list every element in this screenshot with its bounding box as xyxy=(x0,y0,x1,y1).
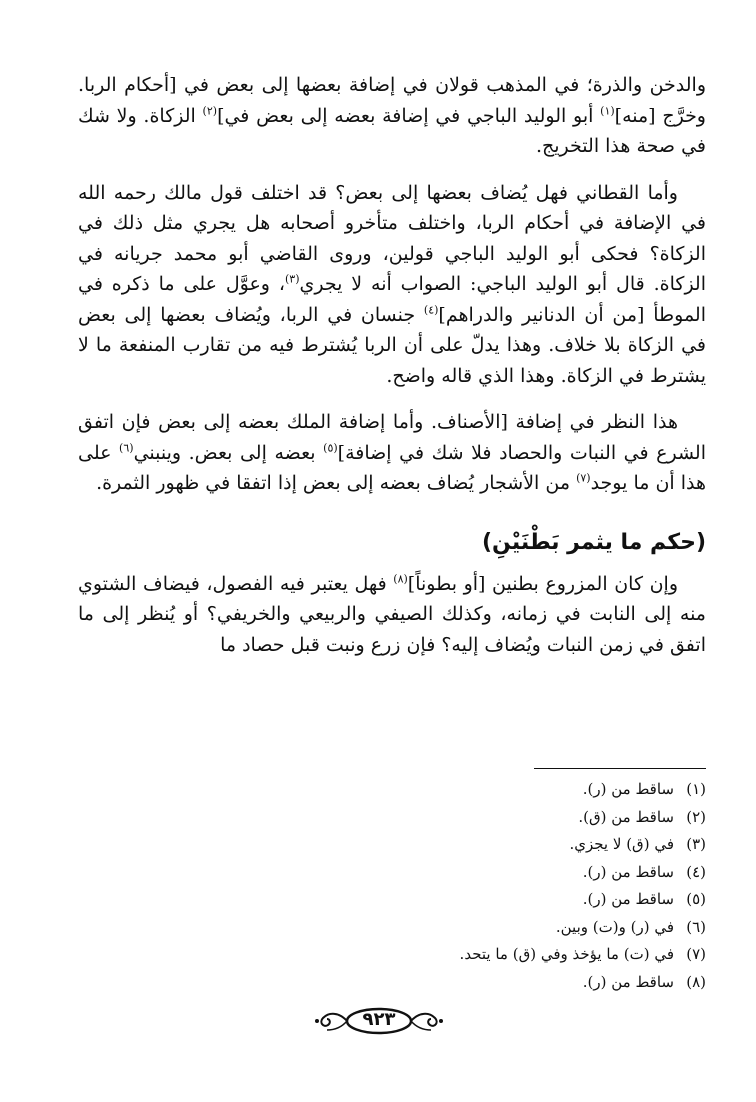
footnote-ref-7[interactable]: (٧) xyxy=(576,471,591,485)
footnote-item xyxy=(106,941,706,969)
footnote-item xyxy=(106,969,706,997)
paragraph-1-text-e: الزكاة. ولا شك في صحة هذا التخريج. xyxy=(78,104,706,157)
paragraph-3-text-b: بعضه إلى بعض. وينبني xyxy=(133,441,324,464)
footnote-item xyxy=(106,804,706,832)
footnote-ref-1[interactable]: (١) xyxy=(600,104,615,118)
footnote-item xyxy=(106,859,706,887)
footnote-number: (٨) xyxy=(686,972,706,991)
paragraph-2-text-c: جنسان في الربا، ويُضاف بعضها إلى بعض في الزكاة بلا خلاف. وهذا يدلّ على أن الربا يُشترط فيه من تقارب المنفعة ما لا يشترط في الزكاة. وهذا الذي قاله واضح. xyxy=(78,303,706,387)
paragraph-3 xyxy=(78,407,706,499)
footnote-text: في (ر) و(ت) وبين. xyxy=(555,917,674,936)
footnote-number: (٤) xyxy=(686,862,706,881)
page-number-ornament xyxy=(313,1004,445,1038)
paragraph-4-text-b: فهل يعتبر فيه الفصول، فيضاف الشتوي منه إلى النابت في زمانه، وكذلك الصيفي والربيعي والخريفي؟ أو يُنظر إلى ما اتفق في زمن النبات ويُضاف إليه؟ فإن زرع ونبت قبل حصاد ما xyxy=(78,572,706,656)
paragraph-2-text-b: ، وعوَّل على ما ذكره في الموطأ [من أن الدنانير والدراهم] xyxy=(78,273,707,326)
page-body xyxy=(78,70,706,676)
footnote-item xyxy=(106,914,706,942)
footnote-text: في (ق) لا يجزي. xyxy=(569,835,674,853)
section-heading: (حكم ما يثمر بَطْنَيْنِ) xyxy=(482,529,706,555)
footnote-ref-2[interactable]: (٢) xyxy=(202,104,218,118)
paragraph-2 xyxy=(78,178,706,392)
footnote-ref-4[interactable]: (٤) xyxy=(423,303,439,317)
footnote-number: (٦) xyxy=(686,917,706,936)
footnote-number: (٧) xyxy=(686,945,706,963)
paragraph-1 xyxy=(78,70,706,162)
footnote-number: (٣) xyxy=(686,835,706,853)
footnote-text: ساقط من (ر). xyxy=(582,972,674,991)
paragraph-2-text-a: وأما القطاني فهل يُضاف بعضها إلى بعض؟ قد اختلف قول مالك رحمه الله في الإضافة في أحكام الربا، واختلف متأخرو أصحابه هل يجري مثل ذلك في الزكاة؟ فحكى أبو الوليد الباجي قولين، وروى القاضي أبو محمد جريانه في الزكاة. قال أبو الوليد الباجي: الصواب أنه لا يجري xyxy=(78,181,706,295)
footnote-number: (٢) xyxy=(686,807,706,826)
footnote-separator xyxy=(534,768,706,769)
footnotes-list xyxy=(106,776,706,996)
paragraph-1-text-a: والدخن والذرة؛ في المذهب قولان في إضافة بعضها إلى بعض في xyxy=(184,74,706,96)
footnote-number: (٥) xyxy=(686,890,706,908)
footnote-text: ساقط من (ر). xyxy=(582,862,674,881)
paragraph-3-text-c: على هذا أن ما يوجد xyxy=(78,441,706,494)
paragraph-1-text-d: في] xyxy=(217,104,250,127)
footnote-ref-3[interactable]: (٣) xyxy=(284,272,300,286)
footnote-text: ساقط من (ر). xyxy=(582,890,674,908)
footnote-text: ساقط من (ق). xyxy=(578,807,674,826)
footnote-item xyxy=(106,831,706,859)
footnote-number: (١) xyxy=(686,780,706,798)
paragraph-1-text-b: [أحكام الربا. وخرَّج [منه] xyxy=(78,74,706,127)
footnote-text: في (ت) ما يؤخذ وفي (ق) ما يتحد. xyxy=(459,945,674,963)
footnote-ref-5[interactable]: (٥) xyxy=(323,441,338,455)
paragraph-1-text-c: أبو الوليد الباجي في إضافة بعضه إلى بعض xyxy=(256,104,601,127)
paragraph-4-text-a: وإن كان المزروع بطنين [أو بطوناً] xyxy=(407,572,678,595)
paragraph-3-text-d: من الأشجار يُضاف بعضه إلى بعض إذا اتفقا في ظهور الثمرة. xyxy=(96,472,577,494)
footnote-item xyxy=(106,886,706,914)
page-number: ٩٢٣ xyxy=(362,1009,396,1030)
footnote-ref-6[interactable]: (٦) xyxy=(119,441,134,455)
paragraph-3-text-a: هذا النظر في إضافة [الأصناف. وأما إضافة الملك بعضه إلى بعض فإن اتفق الشرع في النبات والحصاد فلا شك في إضافة] xyxy=(78,411,706,464)
paragraph-4 xyxy=(78,569,706,661)
footnote-item xyxy=(106,776,706,804)
footnote-ref-8[interactable]: (٨) xyxy=(393,572,408,586)
footnote-text: ساقط من (ر). xyxy=(582,780,674,798)
